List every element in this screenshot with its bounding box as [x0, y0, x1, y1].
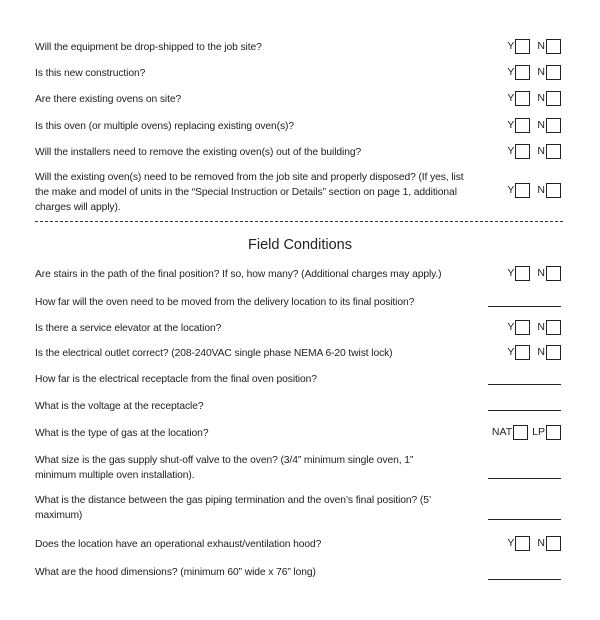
no-checkbox[interactable]	[546, 266, 561, 281]
no-checkbox[interactable]	[546, 91, 561, 106]
yes-label: Y	[507, 321, 515, 333]
yes-checkbox[interactable]	[515, 91, 530, 106]
yes-checkbox[interactable]	[515, 183, 530, 198]
yes-label: Y	[507, 92, 515, 104]
dashed-divider	[35, 221, 563, 222]
no-label: N	[537, 40, 545, 52]
no-label: N	[537, 267, 545, 279]
question-text: What is the voltage at the receptacle?	[35, 401, 204, 412]
no-checkbox[interactable]	[546, 183, 561, 198]
yes-no-group	[507, 182, 561, 198]
no-checkbox[interactable]	[546, 39, 561, 54]
lp-label: LP	[532, 426, 545, 438]
no-label: N	[537, 184, 545, 196]
yes-no-group	[507, 319, 561, 335]
yes-label: Y	[507, 40, 515, 52]
question-text: Is the electrical outlet correct? (208-240VAC single phase NEMA 6-20 twist lock)	[35, 348, 393, 359]
yes-checkbox[interactable]	[515, 65, 530, 80]
yes-checkbox[interactable]	[515, 320, 530, 335]
yes-no-group	[507, 265, 561, 281]
yes-label: Y	[507, 537, 515, 549]
yes-no-group	[507, 344, 561, 360]
no-label: N	[537, 537, 545, 549]
yes-no-group	[507, 117, 561, 133]
question-text: What are the hood dimensions? (minimum 60” wide x 76” long)	[35, 567, 316, 578]
answer-line[interactable]	[488, 306, 561, 307]
nat-label: NAT	[491, 426, 513, 438]
no-label: N	[537, 346, 545, 358]
question-text: What size is the gas supply shut-off valve to the oven? (3/4” minimum single oven, 1” minimum multiple oven installation).	[35, 455, 414, 481]
yes-no-group	[507, 143, 561, 159]
answer-line[interactable]	[488, 410, 561, 411]
yes-label: Y	[507, 346, 515, 358]
question-text: Is this new construction?	[35, 68, 146, 79]
answer-line[interactable]	[488, 579, 561, 580]
no-checkbox[interactable]	[546, 65, 561, 80]
question-text: Does the location have an operational exhaust/ventilation hood?	[35, 539, 322, 550]
question-text: Is this oven (or multiple ovens) replacing existing oven(s)?	[35, 121, 294, 132]
question-text: Will the installers need to remove the existing oven(s) out of the building?	[35, 147, 362, 158]
yes-checkbox[interactable]	[515, 118, 530, 133]
yes-label: Y	[507, 184, 515, 196]
yes-label: Y	[507, 119, 515, 131]
no-label: N	[537, 321, 545, 333]
gas-type-group	[492, 424, 561, 440]
no-label: N	[537, 119, 545, 131]
no-checkbox[interactable]	[546, 118, 561, 133]
question-text: Are stairs in the path of the final position? If so, how many? (Additional charges may apply.)	[35, 269, 442, 280]
no-label: N	[537, 145, 545, 157]
yes-checkbox[interactable]	[515, 144, 530, 159]
no-checkbox[interactable]	[546, 144, 561, 159]
yes-label: Y	[507, 267, 515, 279]
yes-no-group	[507, 38, 561, 54]
yes-no-group	[507, 64, 561, 80]
yes-checkbox[interactable]	[515, 266, 530, 281]
yes-label: Y	[507, 66, 515, 78]
yes-label: Y	[507, 145, 515, 157]
yes-checkbox[interactable]	[515, 39, 530, 54]
question-text: How far will the oven need to be moved from the delivery location to its final position?	[35, 297, 415, 308]
yes-checkbox[interactable]	[515, 345, 530, 360]
question-text: What is the distance between the gas piping termination and the oven’s final position? (5’ maximum)	[35, 495, 431, 521]
no-label: N	[537, 66, 545, 78]
question-text: How far is the electrical receptacle from the final oven position?	[35, 374, 317, 385]
lp-checkbox[interactable]	[546, 425, 561, 440]
answer-line[interactable]	[488, 478, 561, 479]
no-checkbox[interactable]	[546, 536, 561, 551]
yes-no-group	[507, 90, 561, 106]
question-text: Are there existing ovens on site?	[35, 94, 182, 105]
question-text: What is the type of gas at the location?	[35, 428, 209, 439]
no-checkbox[interactable]	[546, 345, 561, 360]
question-text: Will the existing oven(s) need to be removed from the job site and properly disposed? (If yes, list the make and model of units in the “Special Instruction or Details” section on page 1, additional charges will apply).	[35, 172, 464, 213]
answer-line[interactable]	[488, 384, 561, 385]
no-checkbox[interactable]	[546, 320, 561, 335]
question-text: Will the equipment be drop-shipped to the job site?	[35, 42, 262, 53]
nat-checkbox[interactable]	[513, 425, 528, 440]
answer-line[interactable]	[488, 519, 561, 520]
yes-checkbox[interactable]	[515, 536, 530, 551]
question-text: Is there a service elevator at the location?	[35, 323, 222, 334]
yes-no-group	[507, 535, 561, 551]
no-label: N	[537, 92, 545, 104]
section-title: Field Conditions	[248, 237, 352, 253]
